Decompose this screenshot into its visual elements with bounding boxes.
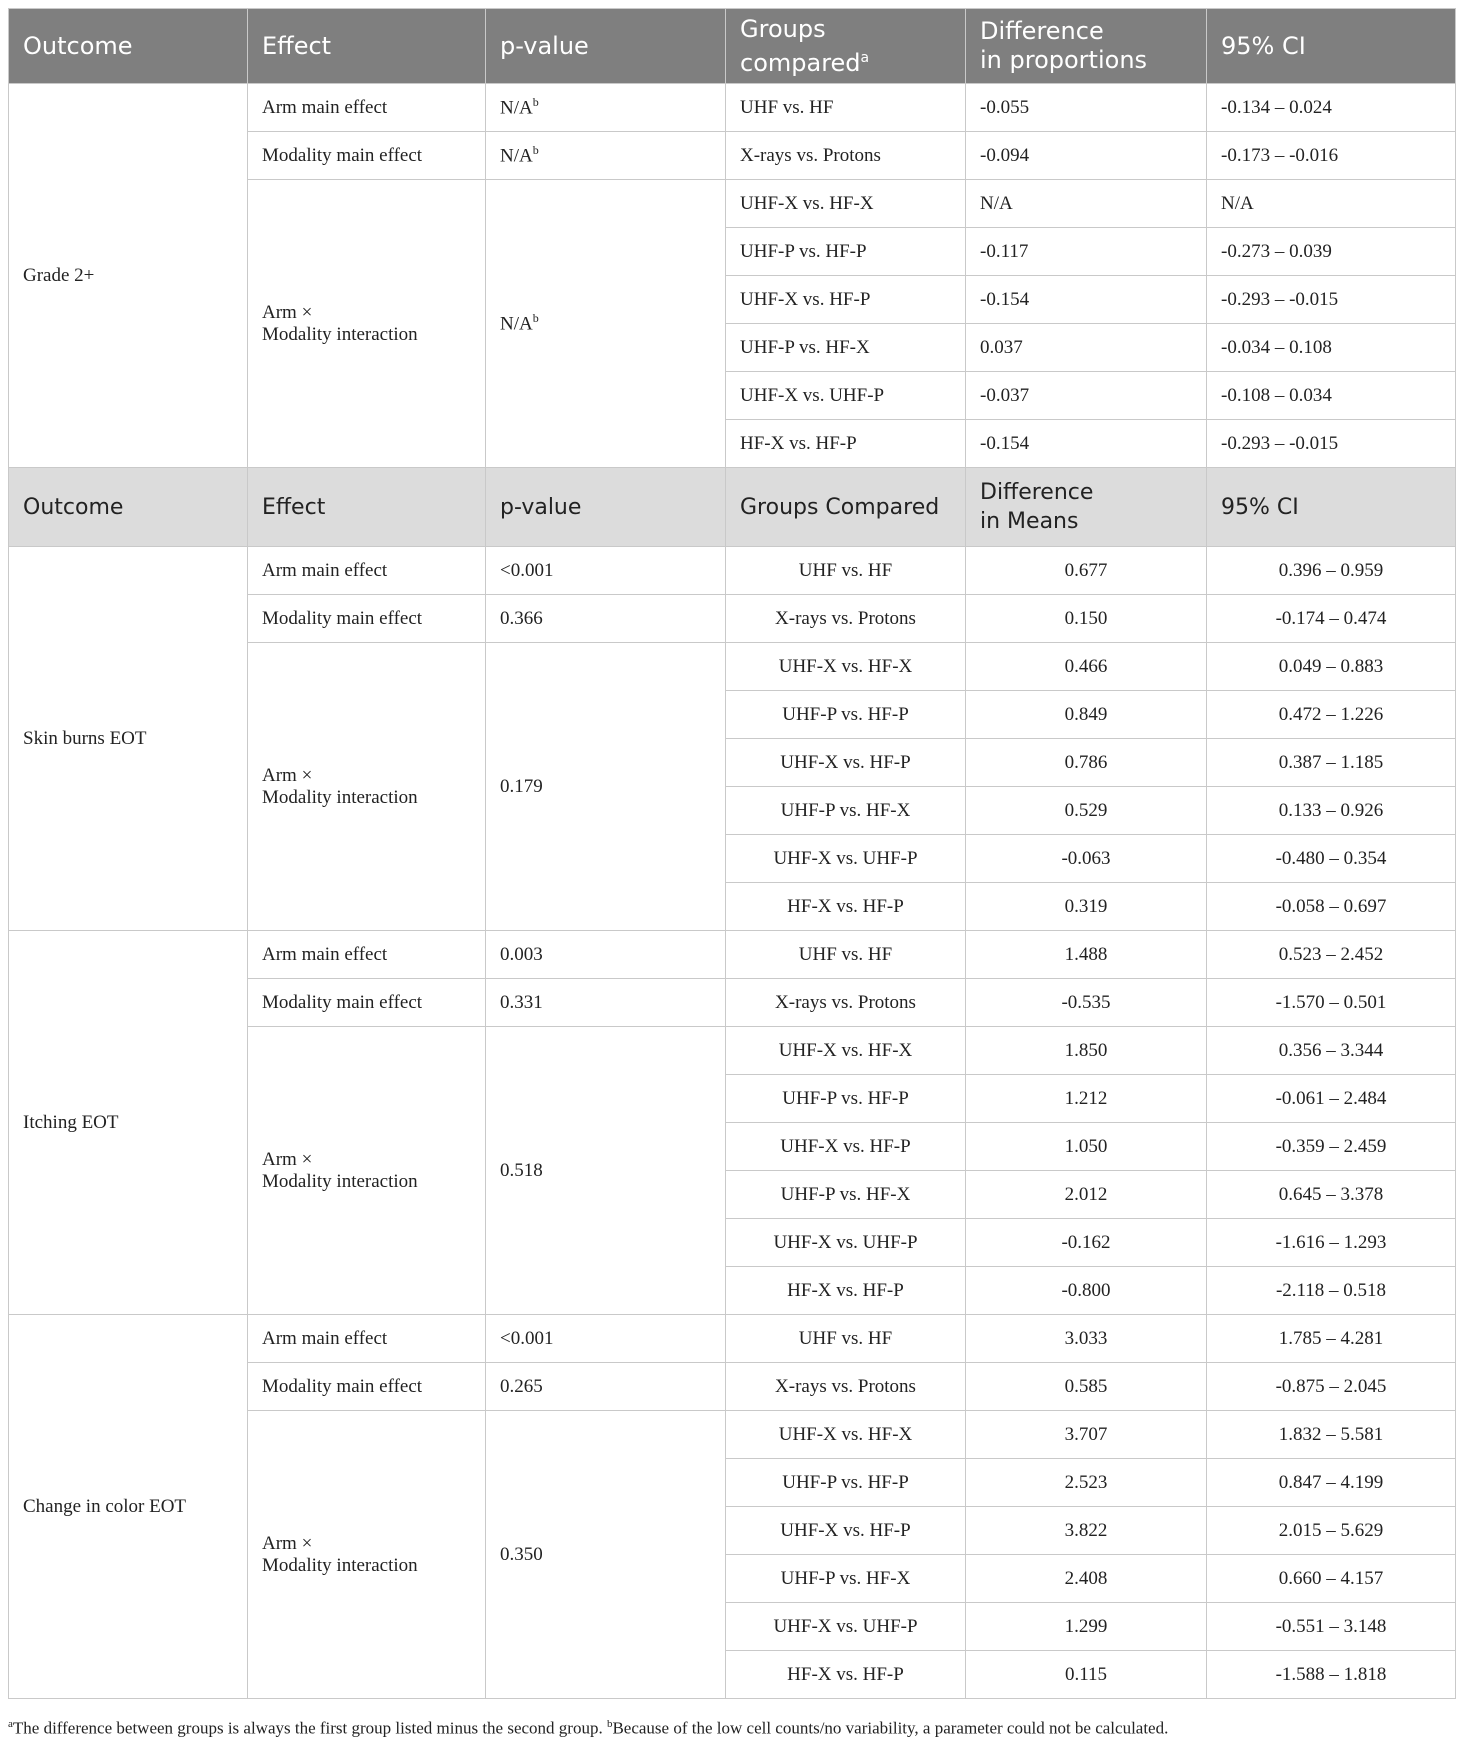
skin-burns-block	[9, 547, 1456, 931]
difference-cell: -0.154	[966, 420, 1207, 468]
groups-cell: X-rays vs. Protons	[726, 132, 966, 180]
pvalue-text: 0.265	[500, 1375, 543, 1397]
groups-cell: UHF-X vs. HF-P	[726, 739, 966, 787]
outcome-cell: Grade 2+	[9, 84, 248, 468]
footnote-b-mark: b	[606, 1718, 613, 1730]
ci-cell: 0.660 – 4.157	[1207, 1555, 1456, 1603]
interaction-line2: Modality interaction	[262, 786, 418, 808]
ci-cell: 0.133 – 0.926	[1207, 787, 1456, 835]
pvalue-cell	[486, 1363, 726, 1411]
ci-cell: 1.785 – 4.281	[1207, 1315, 1456, 1363]
groups-header-text: Groups compared	[740, 14, 861, 77]
ci-cell: -0.134 – 0.024	[1207, 84, 1456, 132]
table-row	[9, 931, 1456, 979]
ci-cell: -0.551 – 3.148	[1207, 1603, 1456, 1651]
col-header-effect: Effect	[248, 468, 486, 547]
pvalue-cell	[486, 84, 726, 132]
difference-cell: 0.037	[966, 324, 1207, 372]
pvalue-cell	[486, 595, 726, 643]
grade2-block	[9, 84, 1456, 468]
pvalue-text: 0.179	[500, 775, 543, 797]
difference-cell: -0.535	[966, 979, 1207, 1027]
groups-cell: UHF-P vs. HF-X	[726, 1171, 966, 1219]
difference-cell: 0.150	[966, 595, 1207, 643]
groups-cell: UHF-X vs. HF-P	[726, 276, 966, 324]
pvalue-text: <0.001	[500, 559, 554, 581]
ci-cell: -0.359 – 2.459	[1207, 1123, 1456, 1171]
groups-cell: UHF vs. HF	[726, 84, 966, 132]
header-row-means	[9, 468, 1456, 547]
groups-cell: UHF-X vs. HF-P	[726, 1123, 966, 1171]
footnote-mark-b: b	[532, 95, 539, 110]
pvalue-text: N/A	[500, 145, 533, 167]
difference-cell: 0.466	[966, 643, 1207, 691]
outcome-cell: Itching EOT	[9, 931, 248, 1315]
groups-cell: UHF-P vs. HF-X	[726, 1555, 966, 1603]
ci-cell: 0.356 – 3.344	[1207, 1027, 1456, 1075]
outcome-cell: Change in color EOT	[9, 1315, 248, 1699]
groups-cell: UHF vs. HF	[726, 547, 966, 595]
groups-cell: X-rays vs. Protons	[726, 979, 966, 1027]
ci-cell: 0.645 – 3.378	[1207, 1171, 1456, 1219]
interaction-line1: Arm ×	[262, 1532, 313, 1554]
ci-cell: 0.396 – 0.959	[1207, 547, 1456, 595]
ci-cell: 0.387 – 1.185	[1207, 739, 1456, 787]
results-table	[8, 8, 1456, 1699]
ci-cell: -0.273 – 0.039	[1207, 228, 1456, 276]
pvalue-text: 0.518	[500, 1159, 543, 1181]
interaction-line1: Arm ×	[262, 1148, 313, 1170]
groups-cell: X-rays vs. Protons	[726, 1363, 966, 1411]
col-header-ci: 95% CI	[1207, 468, 1456, 547]
difference-cell: 1.212	[966, 1075, 1207, 1123]
col-header-outcome: Outcome	[9, 9, 248, 84]
footnote-mark-b: b	[532, 143, 539, 158]
groups-cell: UHF-X vs. HF-X	[726, 1027, 966, 1075]
diff-header-line1: Difference	[980, 480, 1094, 505]
interaction-line1: Arm ×	[262, 764, 313, 786]
pvalue-cell	[486, 1027, 726, 1315]
ci-cell: -0.480 – 0.354	[1207, 835, 1456, 883]
groups-cell: UHF-X vs. UHF-P	[726, 1219, 966, 1267]
difference-cell: -0.162	[966, 1219, 1207, 1267]
ci-cell: -0.061 – 2.484	[1207, 1075, 1456, 1123]
difference-cell: 3.033	[966, 1315, 1207, 1363]
effect-cell: Modality main effect	[248, 132, 486, 180]
color-change-block	[9, 1315, 1456, 1699]
interaction-line2: Modality interaction	[262, 1554, 418, 1576]
ci-cell: 1.832 – 5.581	[1207, 1411, 1456, 1459]
effect-cell	[248, 180, 486, 468]
effect-cell: Arm main effect	[248, 931, 486, 979]
difference-cell: -0.800	[966, 1267, 1207, 1315]
ci-cell: -1.570 – 0.501	[1207, 979, 1456, 1027]
pvalue-text: 0.366	[500, 607, 543, 629]
groups-cell: UHF-X vs. HF-X	[726, 180, 966, 228]
groups-cell: HF-X vs. HF-P	[726, 1651, 966, 1699]
pvalue-cell	[486, 1411, 726, 1699]
groups-cell: UHF vs. HF	[726, 1315, 966, 1363]
difference-cell: -0.154	[966, 276, 1207, 324]
pvalue-text: N/A	[500, 313, 533, 335]
difference-cell: 3.707	[966, 1411, 1207, 1459]
ci-cell: 0.472 – 1.226	[1207, 691, 1456, 739]
diff-header-line2: in proportions	[980, 46, 1148, 74]
groups-cell: UHF-X vs. UHF-P	[726, 372, 966, 420]
pvalue-cell	[486, 643, 726, 931]
ci-cell: 0.847 – 4.199	[1207, 1459, 1456, 1507]
groups-cell: UHF-X vs. HF-X	[726, 643, 966, 691]
difference-cell: 2.408	[966, 1555, 1207, 1603]
footnote-mark-a: a	[860, 49, 870, 66]
difference-cell: -0.094	[966, 132, 1207, 180]
col-header-pvalue: p-value	[486, 468, 726, 547]
difference-cell: -0.117	[966, 228, 1207, 276]
col-header-groups	[726, 9, 966, 84]
difference-cell: 2.523	[966, 1459, 1207, 1507]
groups-cell: UHF-X vs. UHF-P	[726, 1603, 966, 1651]
footnote-a-text: The difference between groups is always the first group listed minus the second group.	[12, 1718, 603, 1738]
pvalue-cell	[486, 180, 726, 468]
effect-cell: Arm main effect	[248, 1315, 486, 1363]
groups-cell: UHF-P vs. HF-P	[726, 1459, 966, 1507]
ci-cell: -0.174 – 0.474	[1207, 595, 1456, 643]
col-header-effect: Effect	[248, 9, 486, 84]
table-row	[9, 547, 1456, 595]
effect-cell	[248, 1027, 486, 1315]
difference-cell: 0.319	[966, 883, 1207, 931]
ci-cell: -0.875 – 2.045	[1207, 1363, 1456, 1411]
difference-cell: 3.822	[966, 1507, 1207, 1555]
footnote-a-mark: a	[8, 1718, 13, 1730]
pvalue-text: N/A	[500, 97, 533, 119]
ci-cell: -0.034 – 0.108	[1207, 324, 1456, 372]
groups-cell: UHF-P vs. HF-X	[726, 787, 966, 835]
groups-cell: UHF-P vs. HF-P	[726, 1075, 966, 1123]
groups-cell: HF-X vs. HF-P	[726, 883, 966, 931]
pvalue-cell	[486, 979, 726, 1027]
effect-cell: Modality main effect	[248, 979, 486, 1027]
interaction-line2: Modality interaction	[262, 1170, 418, 1192]
ci-cell: -0.293 – -0.015	[1207, 420, 1456, 468]
effect-cell	[248, 643, 486, 931]
difference-cell: -0.055	[966, 84, 1207, 132]
difference-cell: 0.115	[966, 1651, 1207, 1699]
effect-cell: Modality main effect	[248, 1363, 486, 1411]
groups-cell: UHF-X vs. HF-P	[726, 1507, 966, 1555]
pvalue-text: 0.350	[500, 1543, 543, 1565]
pvalue-text: 0.331	[500, 991, 543, 1013]
difference-cell: 1.299	[966, 1603, 1207, 1651]
groups-cell: X-rays vs. Protons	[726, 595, 966, 643]
interaction-line2: Modality interaction	[262, 323, 418, 345]
col-header-outcome: Outcome	[9, 468, 248, 547]
footnote-b-text: Because of the low cell counts/no variability, a parameter could not be calculated.	[612, 1718, 1169, 1738]
difference-cell: 1.488	[966, 931, 1207, 979]
ci-cell: -0.108 – 0.034	[1207, 372, 1456, 420]
table-row	[9, 84, 1456, 132]
header-row-proportions	[9, 9, 1456, 84]
pvalue-cell	[486, 132, 726, 180]
groups-cell: UHF-X vs. HF-X	[726, 1411, 966, 1459]
col-header-difference	[966, 468, 1207, 547]
col-header-ci: 95% CI	[1207, 9, 1456, 84]
effect-cell: Modality main effect	[248, 595, 486, 643]
difference-cell: 0.529	[966, 787, 1207, 835]
difference-cell: -0.037	[966, 372, 1207, 420]
table-row	[9, 1315, 1456, 1363]
diff-header-line1: Difference	[980, 17, 1104, 45]
ci-cell: -0.058 – 0.697	[1207, 883, 1456, 931]
difference-cell: 1.850	[966, 1027, 1207, 1075]
groups-cell: UHF vs. HF	[726, 931, 966, 979]
interaction-line1: Arm ×	[262, 301, 313, 323]
footnote-mark-b: b	[532, 311, 539, 326]
outcome-cell: Skin burns EOT	[9, 547, 248, 931]
difference-cell: 0.677	[966, 547, 1207, 595]
effect-cell	[248, 1411, 486, 1699]
difference-cell: -0.063	[966, 835, 1207, 883]
pvalue-cell	[486, 931, 726, 979]
groups-cell: UHF-P vs. HF-P	[726, 691, 966, 739]
groups-cell: HF-X vs. HF-P	[726, 1267, 966, 1315]
difference-cell: 0.849	[966, 691, 1207, 739]
ci-cell: -0.293 – -0.015	[1207, 276, 1456, 324]
effect-cell: Arm main effect	[248, 547, 486, 595]
difference-cell: 2.012	[966, 1171, 1207, 1219]
ci-cell: -0.173 – -0.016	[1207, 132, 1456, 180]
difference-cell: 1.050	[966, 1123, 1207, 1171]
groups-cell: UHF-X vs. UHF-P	[726, 835, 966, 883]
ci-cell: -1.588 – 1.818	[1207, 1651, 1456, 1699]
itching-block	[9, 931, 1456, 1315]
difference-cell: N/A	[966, 180, 1207, 228]
pvalue-text: <0.001	[500, 1327, 554, 1349]
groups-cell: HF-X vs. HF-P	[726, 420, 966, 468]
groups-cell: UHF-P vs. HF-P	[726, 228, 966, 276]
difference-cell: 0.585	[966, 1363, 1207, 1411]
ci-cell: 2.015 – 5.629	[1207, 1507, 1456, 1555]
groups-cell: UHF-P vs. HF-X	[726, 324, 966, 372]
table-footnote	[8, 1718, 1448, 1739]
effect-cell: Arm main effect	[248, 84, 486, 132]
pvalue-cell	[486, 547, 726, 595]
col-header-difference	[966, 9, 1207, 84]
ci-cell: N/A	[1207, 180, 1456, 228]
ci-cell: 0.523 – 2.452	[1207, 931, 1456, 979]
difference-cell: 0.786	[966, 739, 1207, 787]
col-header-groups: Groups Compared	[726, 468, 966, 547]
diff-header-line2: in Means	[980, 509, 1079, 534]
ci-cell: -1.616 – 1.293	[1207, 1219, 1456, 1267]
col-header-pvalue: p-value	[486, 9, 726, 84]
ci-cell: -2.118 – 0.518	[1207, 1267, 1456, 1315]
pvalue-text: 0.003	[500, 943, 543, 965]
pvalue-cell	[486, 1315, 726, 1363]
ci-cell: 0.049 – 0.883	[1207, 643, 1456, 691]
